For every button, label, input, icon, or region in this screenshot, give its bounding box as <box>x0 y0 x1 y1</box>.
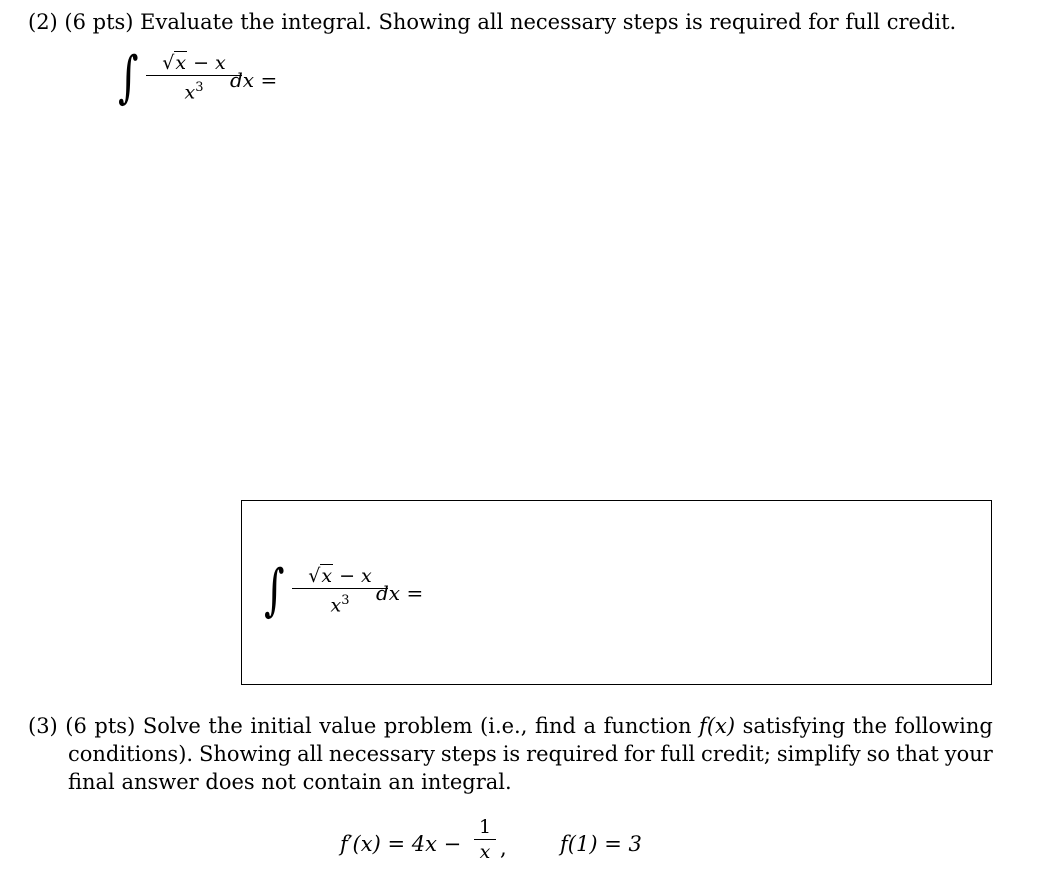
ode-lhs: f′(x) = 4x − <box>340 832 462 856</box>
integrand-fraction <box>146 52 242 103</box>
problem-3-line-2-word: full <box>660 742 696 766</box>
problem-2-integral-expression <box>118 45 318 120</box>
ode-fraction-numerator: 1 <box>478 816 492 838</box>
problem-3-line-1-word: pts) <box>94 714 136 738</box>
problem-3-line-1-word: satisfying <box>742 714 846 738</box>
sqrt-radicand: x <box>321 565 333 587</box>
problem-3-line-1-word: Solve <box>142 714 201 738</box>
problem-3-line-2-word: that <box>895 742 939 766</box>
denominator-exponent: 3 <box>341 593 350 608</box>
integral-sign: ∫ <box>118 45 139 110</box>
sqrt-symbol: √ <box>162 52 175 74</box>
denominator-base: x <box>184 81 196 104</box>
answer-box-integral-expression <box>264 558 464 633</box>
problem-3-line-2-word: Showing <box>198 742 292 766</box>
problem-3-line-1-word: (i.e., <box>480 714 528 738</box>
integral-sign: ∫ <box>264 558 285 623</box>
problem-3-line-1-word: (6 <box>65 714 87 738</box>
ode-fraction-denominator: x <box>479 841 491 863</box>
integrand-numerator <box>292 565 388 587</box>
denominator-exponent: 3 <box>195 80 204 95</box>
ode-equation <box>340 830 461 858</box>
problem-2-header: (2) (6 pts) Evaluate the integral. Showing all necessary steps is required for full credit. <box>28 10 957 34</box>
problem-3-line-1-word: value <box>319 714 377 738</box>
problem-3-line-1-word: a <box>583 714 597 738</box>
problem-3-line-2-word: for <box>624 742 655 766</box>
numerator-rest: − x <box>187 52 226 74</box>
problem-3-line-1-word: initial <box>250 714 312 738</box>
problem-3-text <box>28 712 993 796</box>
problem-3-line-2-word: your <box>944 742 993 766</box>
problem-3-line-1 <box>28 712 993 740</box>
problem-3-line-1-word: find <box>534 714 576 738</box>
problem-3-line-2 <box>28 740 993 768</box>
problem-3-line-2-word: steps <box>440 742 497 766</box>
integrand-denominator <box>146 77 242 103</box>
problem-3-line-1-word: f(x) <box>699 714 736 738</box>
problem-3-line-2-word: so <box>866 742 891 766</box>
problem-3-line-2-word: conditions). <box>68 742 194 766</box>
problem-3-line-2-word: credit; <box>701 742 771 766</box>
denominator-base: x <box>330 594 342 617</box>
fraction-bar <box>146 75 242 76</box>
problem-3-line-1-word: problem <box>383 714 473 738</box>
ode-comma: , <box>500 836 507 860</box>
problem-3-line-1-word: the <box>208 714 243 738</box>
problem-3-line-2-word: all <box>297 742 324 766</box>
answer-box[interactable] <box>241 500 992 685</box>
ode-fraction <box>474 816 496 863</box>
sqrt-symbol: √ <box>308 565 321 587</box>
problem-3-line-2-word: is <box>502 742 521 766</box>
problem-3-line-1-word: function <box>603 714 692 738</box>
sqrt-radicand: x <box>175 52 187 74</box>
initial-condition: f(1) = 3 <box>560 832 642 856</box>
integrand-numerator <box>146 52 242 74</box>
numerator-rest: − x <box>333 565 372 587</box>
integral-differential: dx = <box>376 581 424 605</box>
problem-3-line-1-word: the <box>852 714 888 738</box>
integrand-denominator <box>292 590 388 616</box>
integral-differential: dx = <box>230 68 278 92</box>
fraction-bar <box>474 839 496 840</box>
fraction-bar <box>292 588 388 589</box>
problem-3-line-2-word: simplify <box>776 742 861 766</box>
integrand-fraction <box>292 565 388 616</box>
problem-3-line-1-word: following <box>894 714 993 738</box>
problem-3-line-2-word: required <box>526 742 619 766</box>
problem-3-line-1-word: (3) <box>28 714 58 738</box>
problem-3-line-2-word: necessary <box>328 742 436 766</box>
problem-3-line-3: final answer does not contain an integral. <box>68 770 512 794</box>
